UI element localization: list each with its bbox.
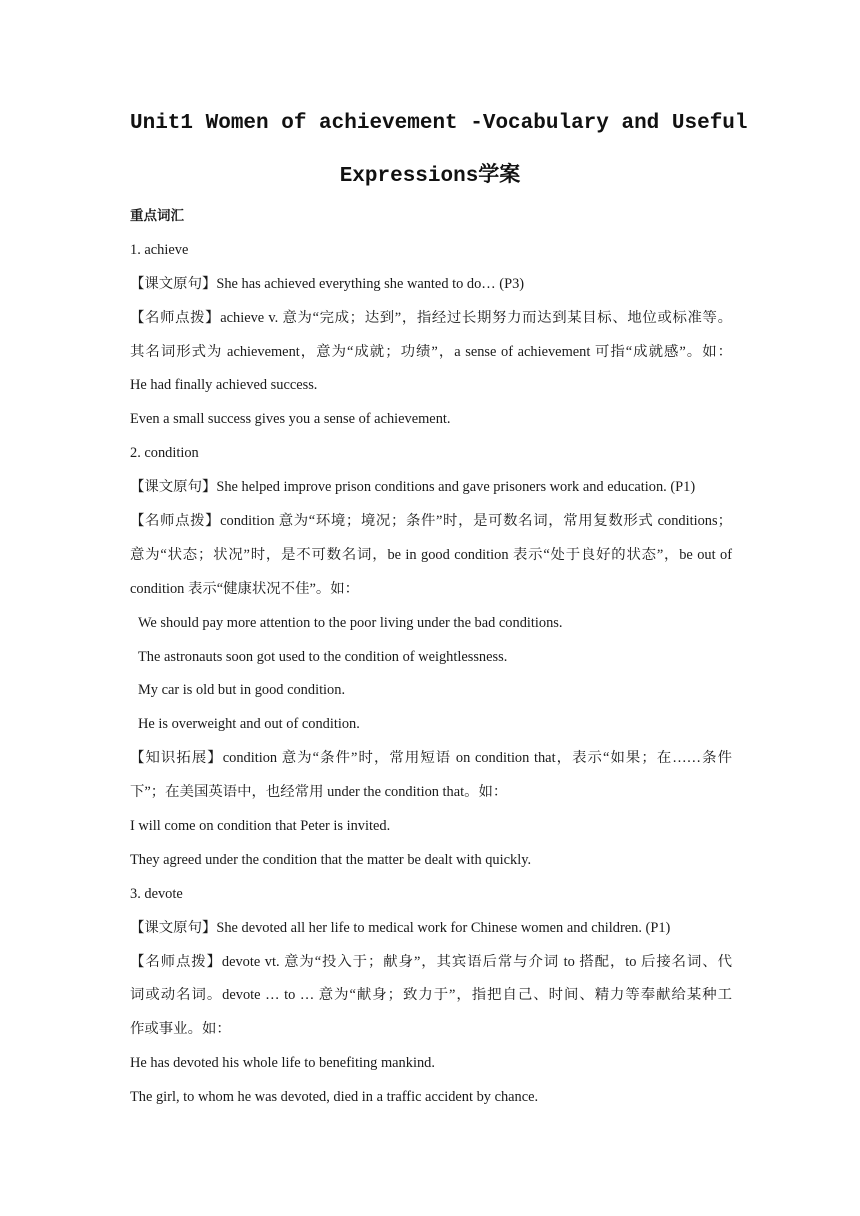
example-line: They agreed under the condition that the matter be dealt with quickly. — [130, 851, 532, 868]
text-line: condition 表示“健康状况不佳”。如： — [130, 580, 360, 597]
text-line: 【课文原句】She has achieved everything she wanted to do… (P3) — [130, 275, 525, 292]
text-line: 【知识拓展】condition 意为“条件”时，常用短语 on condition that，表示“如果；在……条件 — [130, 750, 732, 767]
example-line: The girl, to whom he was devoted, died in a traffic accident by chance. — [130, 1089, 539, 1106]
text-line: 【课文原句】She helped improve prison conditions and gave prisoners work and education. (P1) — [130, 479, 696, 496]
text-line: 词或动名词。devote … to … 意为“献身；致力于”，指把自己、时间、精力等奉献给某种工 — [130, 987, 732, 1004]
text-line: 【名师点拨】devote vt. 意为“投入于；献身”，其宾语后常与介词 to 搭配，to 后接名词、代 — [130, 953, 732, 970]
entry-heading-condition: 2. condition — [130, 445, 199, 462]
example-line: He is overweight and out of condition. — [138, 716, 360, 733]
document-title-line-2: Expressions学案 — [339, 165, 521, 188]
document-body — [130, 200, 732, 1115]
text-line: 下”；在美国英语中，也经常用 under the condition that。如： — [130, 784, 508, 801]
example-line: I will come on condition that Peter is invited. — [130, 818, 391, 835]
entry-heading-devote: 3. devote — [130, 885, 183, 902]
example-line: We should pay more attention to the poor living under the bad conditions. — [138, 614, 563, 631]
document-title-line-1: Unit1 Women of achievement -Vocabulary and Useful — [130, 112, 748, 135]
text-line: 意为“状态；状况”时，是不可数名词，be in good condition 表示“处于良好的状态”，be out of — [130, 546, 732, 563]
text-line: 作或事业。如： — [130, 1021, 231, 1038]
example-line: My car is old but in good condition. — [138, 682, 346, 699]
section-heading: 重点词汇 — [130, 208, 184, 224]
text-line: 【名师点拨】condition 意为“环境；境况；条件”时，是可数名词，常用复数形式 conditions； — [130, 513, 732, 530]
text-line: 【名师点拨】achieve v. 意为“完成；达到”，指经过长期努力而达到某目标、地位或标准等。 — [130, 309, 732, 326]
entry-heading-achieve: 1. achieve — [130, 241, 189, 258]
example-line: The astronauts soon got used to the condition of weightlessness. — [138, 648, 508, 665]
example-line: He has devoted his whole life to benefiting mankind. — [130, 1055, 435, 1072]
text-line: 【课文原句】She devoted all her life to medical work for Chinese women and children. (P1) — [130, 919, 671, 936]
text-line: 其名词形式为 achievement，意为“成就；功绩”，a sense of achievement 可指“成就感”。如： — [130, 343, 732, 360]
example-line: Even a small success gives you a sense of achievement. — [130, 411, 451, 428]
example-line: He had finally achieved success. — [130, 377, 318, 394]
